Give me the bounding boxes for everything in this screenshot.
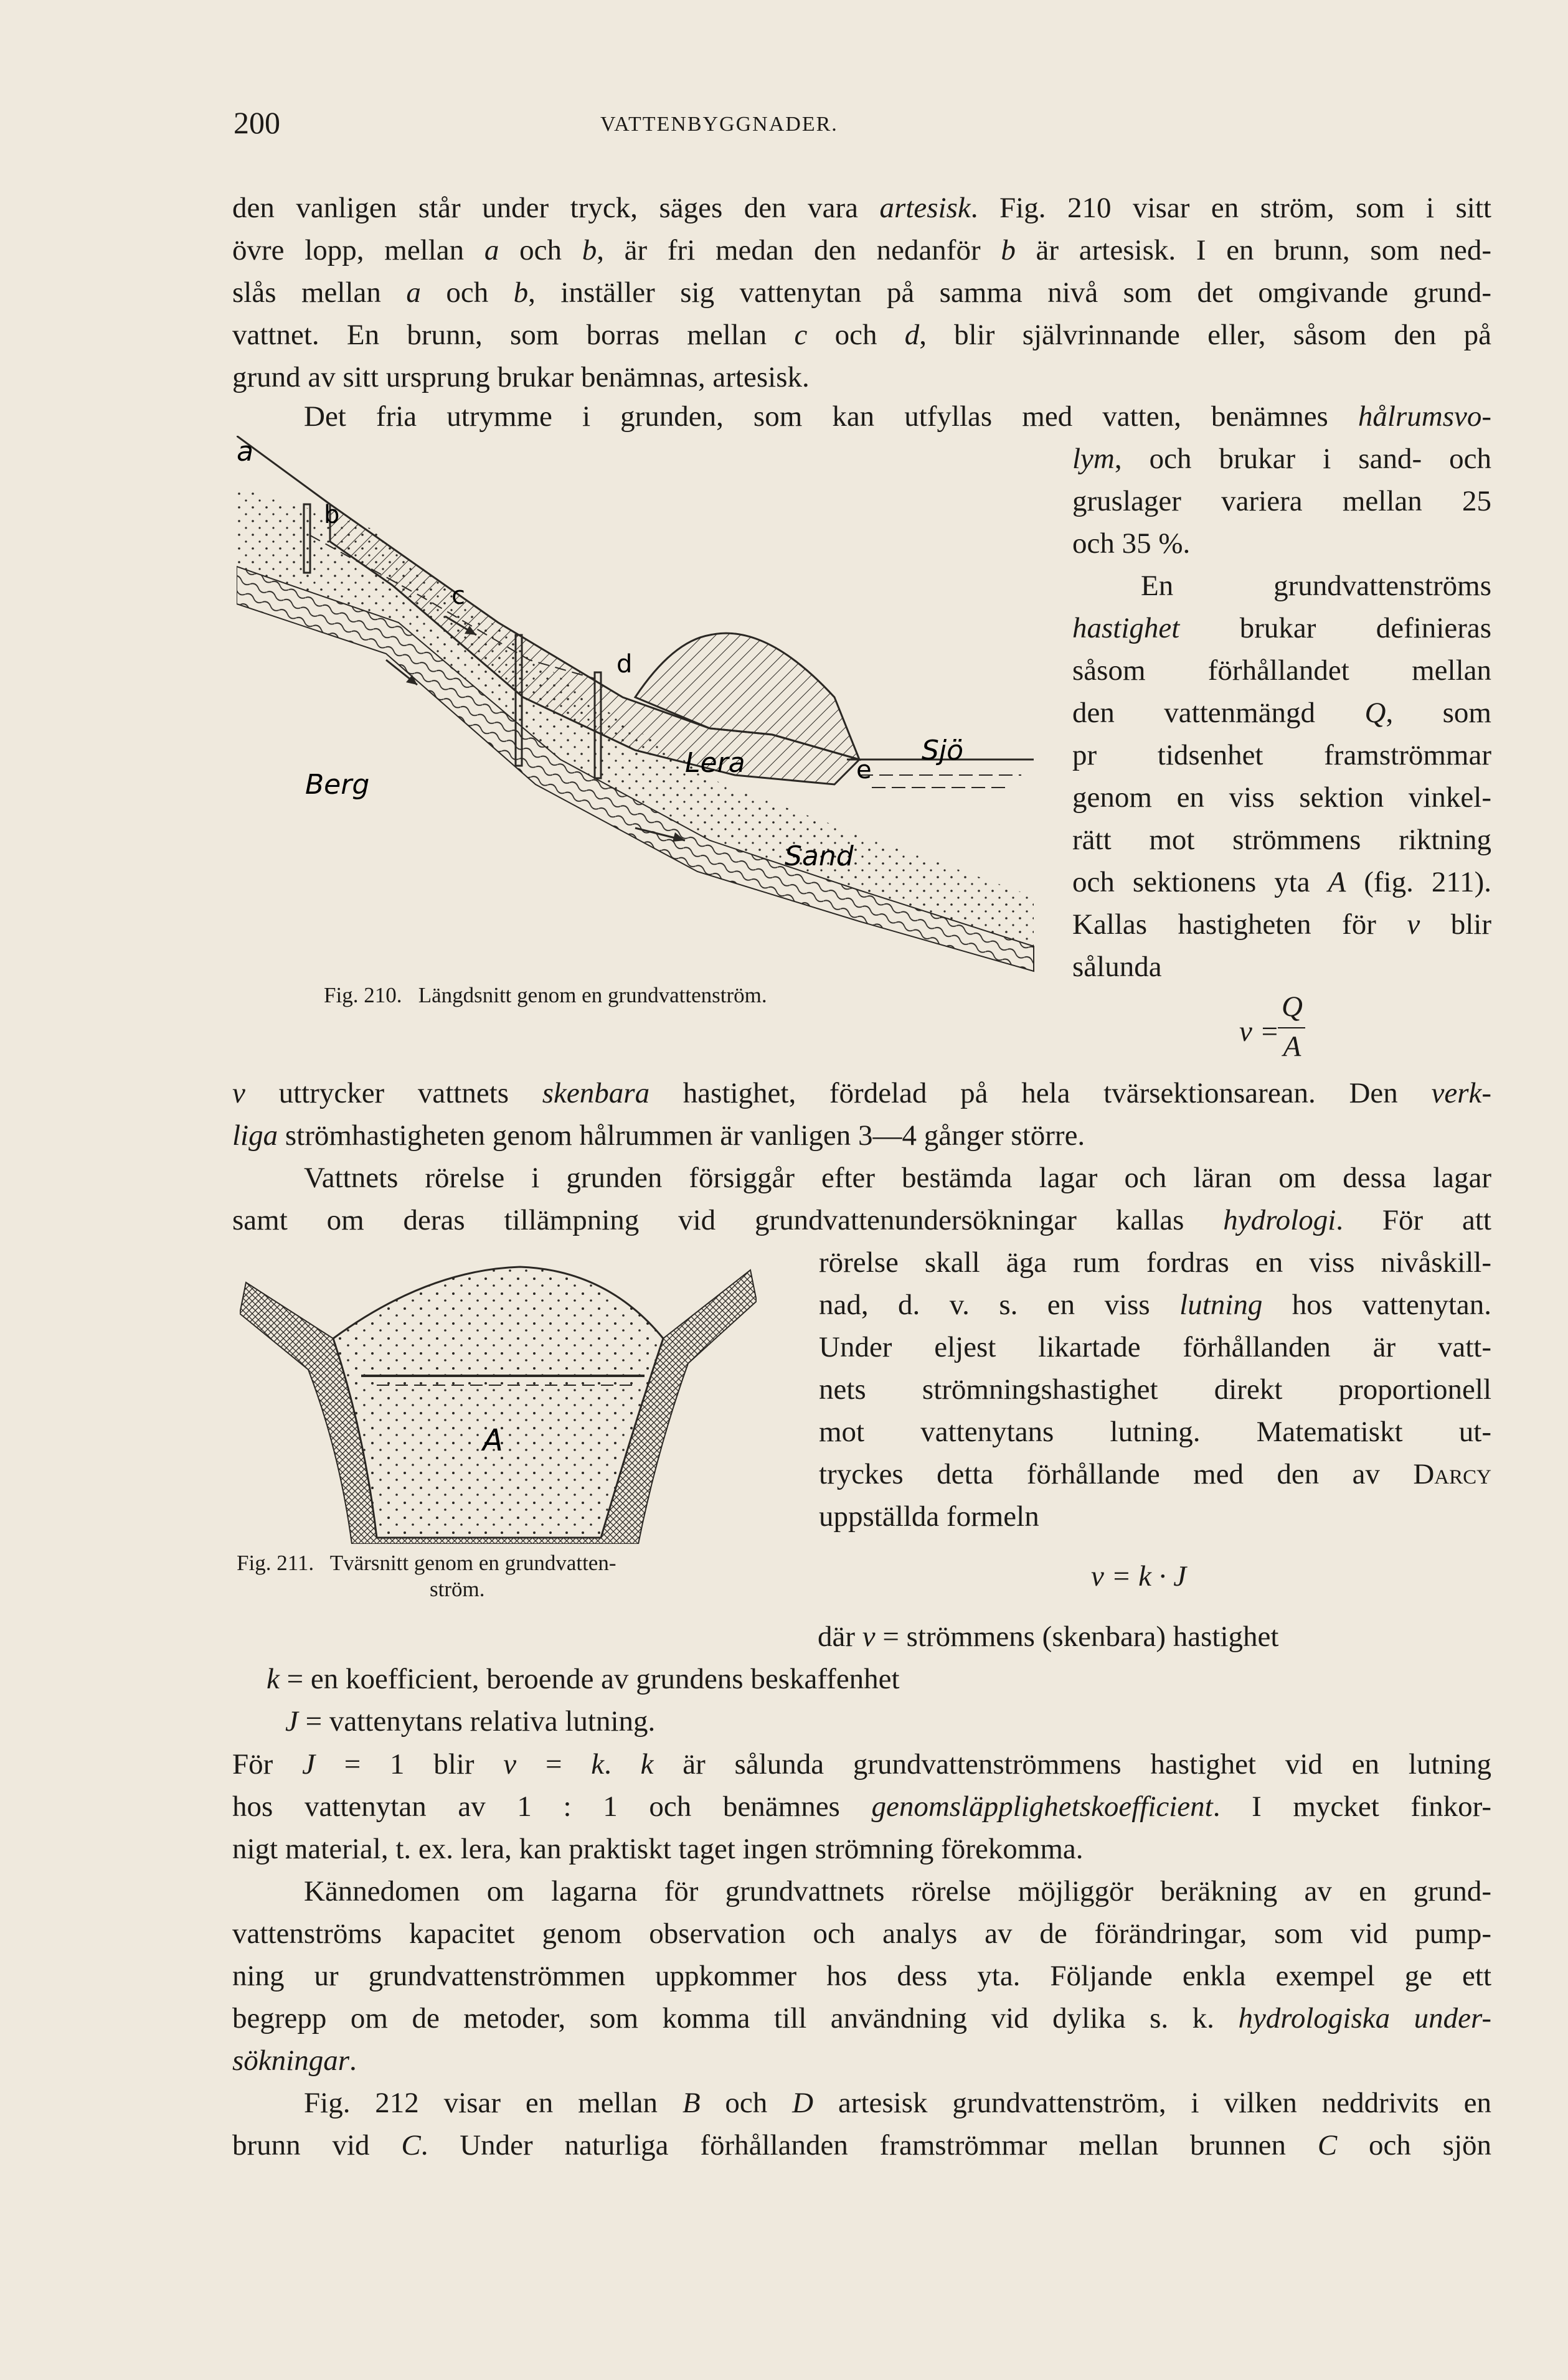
paragraph-hydrological-surveys: Kännedomen om lagarna för grundvattnets rörelse möjliggör beräkning av en grund- vattenströms kapacitet genom observation och analys av de förändringar, som vid pump- ning ur grundvattenströmmen uppkommer hos dess yta. Följande enkla exempel ge ett begrepp om de metoder, som komma till användning vid dylika s. k. hydrologiska under- sökningar. (232, 1875, 1491, 2077)
fig210-label-c: c (451, 581, 465, 610)
figure-210 (237, 436, 1046, 990)
aquifer-section (333, 1267, 663, 1538)
definitions-list: där v = strömmens (skenbara) hastighet k = en koefficient, beroende av grundens beskaffenhet J = vattenytans relativa lutning. (267, 1620, 1279, 1738)
figure-211 (240, 1245, 757, 1544)
fig210-label-e: e (856, 756, 872, 784)
fig210-label-berg: Berg (305, 769, 370, 801)
paragraph-hydrology: Vattnets rörelse i grunden försiggår efter bestämda lagar och läran om dessa lagar samt om deras tillämpning vid grundvattenundersökningar kallas hydrologi. För att (232, 1162, 1491, 1236)
fig210-label-d: d (616, 650, 633, 679)
fig210-label-a: a (237, 436, 253, 468)
fig210-drawing (237, 436, 1046, 990)
paragraph-porosity: Det fria utrymme i grunden, som kan utfyllas med vatten, benämnes hålrumsvo- (304, 400, 1491, 433)
formula-numerator: Q (1282, 990, 1303, 1023)
formula-denominator: A (1283, 1030, 1301, 1063)
paragraph-velocity: v uttrycker vattnets skenbara hastighet, fördelad på hela tvärsektionsarean. Den verk- liga strömhastigheten genom hålrummen är vanligen 3—4 gånger större. (232, 1077, 1491, 1152)
fig211-label-A: A (483, 1423, 503, 1458)
fig211-caption-text-cont: ström. (430, 1577, 485, 1601)
formula-lhs: v = (1239, 1015, 1280, 1048)
fig210-label-sjo: Sjö (922, 735, 964, 766)
right-column-darcy: rörelse skall äga rum fordras en viss nivåskill- nad, d. v. s. en viss lutning hos vattenytan. Under eljest likartade förhållanden är vatt- nets strömningshastighet direkt proportionell mot vattenytans lutning. Matematiskt ut- tryckes detta förhållande med den av Darcy uppställda formeln (819, 1246, 1491, 1533)
fig210-caption-text: Längdsnitt genom en grundvattenström. (418, 983, 767, 1007)
fig211-drawing (240, 1245, 757, 1544)
fig210-caption-number: Fig. 210. (324, 983, 402, 1007)
paragraph-fig212: Fig. 212 visar en mellan B och D artesisk grundvattenström, i vilken neddrivits en brunn vid C. Under naturliga förhållanden framströmmar mellan brunnen C och sjön (232, 2087, 1492, 2161)
page-number: 200 (234, 105, 280, 140)
fig211-caption-number: Fig. 211. (237, 1551, 314, 1575)
fig210-label-lera: Lera (685, 747, 745, 779)
paragraph-coefficient: För J = 1 blir v = k. k är sålunda grundvattenströmmens hastighet vid en lutning hos vattenytan av 1 : 1 och benämnes genomsläpplighetskoefficient. I mycket finkor- nigt material, t. ex. lera, kan praktiskt taget ingen strömning förekomma. (232, 1748, 1492, 1865)
fig210-label-sand: Sand (785, 840, 854, 872)
running-title: VATTENBYGGNADER. (600, 113, 838, 136)
formula-darcy: v = k · J (1091, 1560, 1187, 1592)
fraction-bar (1278, 1027, 1305, 1028)
right-column-porosity: lym, och brukar i sand- och gruslager variera mellan 25 och 35 %. En grundvattenströms hastighet brukar definieras såsom förhållandet mellan den vattenmängd Q, som pr tidsenhet framströmmar genom en viss sektion vinkel- rätt mot strömmens riktning och sektionens yta A (fig. 211). Kallas hastigheten för v blir sålunda (1072, 443, 1491, 983)
fig210-label-b: b (324, 501, 340, 529)
fig210-caption (324, 982, 767, 1009)
paragraph-artesian: den vanligen står under tryck, säges den vara artesisk. Fig. 210 visar en ström, som i sitt övre lopp, mellan a och b, är fri medan den nedanför b är artesisk. I en brunn, som ned- slås mellan a och b, inställer sig vattenytan på samma nivå som det omgivande grund- vattnet. En brunn, som borras mellan c och d, blir självrinnande eller, såsom den på grund av sitt ursprung brukar benämnas, artesisk. (232, 192, 1491, 393)
fig211-caption-text: Tvärsnitt genom en grundvatten- (329, 1551, 616, 1575)
fig211-caption (237, 1550, 797, 1602)
